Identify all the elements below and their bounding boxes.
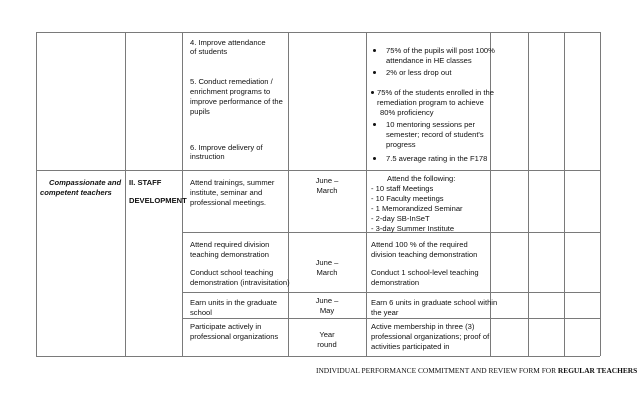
objective-line: pupils: [190, 107, 210, 116]
bullet-icon: [373, 71, 376, 74]
column-border: [564, 32, 565, 356]
indicator-line: progress: [386, 140, 416, 149]
indicator-line: Conduct 1 school-level teaching: [371, 268, 479, 277]
indicator-line: remediation program to achieve: [377, 98, 484, 107]
objective-line: Attend trainings, summer: [190, 178, 275, 187]
objective-line: of students: [190, 47, 228, 56]
timeline-line: round: [317, 340, 337, 349]
indicator-line: activities participated in: [371, 342, 450, 351]
bullet-icon: [371, 91, 374, 94]
column-border: [366, 32, 367, 356]
indicator-line: demonstration: [371, 278, 420, 287]
column-border: [528, 32, 529, 356]
bullet-icon: [373, 49, 376, 52]
objective-line: professional organizations: [190, 332, 279, 341]
objective-line: 4. Improve attendance: [190, 38, 266, 47]
indicator-line: attendance in HE classes: [386, 56, 472, 65]
timeline-line: June –: [315, 258, 339, 267]
indicator-line: 75% of the pupils will post 100%: [386, 46, 495, 55]
column-border: [125, 32, 126, 356]
indicator-line: Attend 100 % of the required: [371, 240, 468, 249]
indicator-line: Earn 6 units in graduate school within: [371, 298, 498, 307]
indicator-line: - 10 staff Meetings: [371, 184, 434, 193]
objective-line: teaching demonstration: [190, 250, 269, 259]
objective-line: school: [190, 308, 212, 317]
bullet-icon: [373, 123, 376, 126]
indicator-line: division teaching demonstration: [371, 250, 478, 259]
objective-line: demonstration (intravisitation): [190, 278, 290, 287]
objective-line: 6. Improve delivery of: [190, 143, 263, 152]
timeline-line: June –: [315, 176, 339, 185]
objective-line: professional meetings.: [190, 198, 266, 207]
objective-line: Attend required division: [190, 240, 270, 249]
indicator-line: 75% of the students enrolled in the: [377, 88, 494, 97]
row-border: [182, 318, 600, 319]
kra-label: Compassionate and: [49, 178, 122, 187]
indicator-line: 10 mentoring sessions per: [386, 120, 476, 129]
timeline-line: May: [319, 306, 335, 315]
objective-line: Participate actively in: [190, 322, 262, 331]
objective-line: improve performance of the: [190, 97, 283, 106]
indicator-line: - 2-day SB-InSeT: [371, 214, 430, 223]
form-footer: [316, 366, 637, 375]
indicator-line: 7.5 average rating in the F178: [386, 154, 488, 163]
objective-line: institute, seminar and: [190, 188, 263, 197]
indicator-line: - 3-day Summer Institute: [371, 224, 455, 233]
row-border: [182, 292, 600, 293]
column-border: [36, 32, 37, 356]
area-label: DEVELOPMENT: [129, 196, 187, 205]
indicator-line: professional organizations; proof of: [371, 332, 490, 341]
timeline-line: June –: [315, 296, 339, 305]
column-border: [182, 32, 183, 356]
kra-label: competent teachers: [40, 188, 112, 197]
footer-title: INDIVIDUAL PERFORMANCE COMMITMENT AND REVIEW FORM FOR: [316, 366, 558, 375]
indicator-line: - 10 Faculty meetings: [371, 194, 444, 203]
indicator-line: 80% proficiency: [380, 108, 434, 117]
indicator-line: Attend the following:: [387, 174, 456, 183]
indicator-line: 2% or less drop out: [386, 68, 452, 77]
objective-line: 5. Conduct remediation /: [190, 77, 273, 86]
timeline-line: March: [316, 268, 338, 277]
objective-line: instruction: [190, 152, 225, 161]
indicator-line: the year: [371, 308, 399, 317]
indicator-line: semester; record of student's: [386, 130, 484, 139]
objective-line: Conduct school teaching: [190, 268, 274, 277]
bullet-icon: [373, 157, 376, 160]
row-border: [36, 356, 600, 357]
objective-line: Earn units in the graduate: [190, 298, 277, 307]
row-border: [36, 32, 600, 33]
row-border: [36, 170, 600, 171]
objective-line: enrichment programs to: [190, 87, 271, 96]
timeline-line: March: [316, 186, 338, 195]
indicator-line: Active membership in three (3): [371, 322, 475, 331]
ipcrf-table: [36, 32, 600, 356]
column-border: [600, 32, 601, 356]
indicator-line: - 1 Memorandized Seminar: [371, 204, 463, 213]
timeline-line: Year: [319, 330, 335, 339]
footer-emphasis: REGULAR TEACHERS: [557, 366, 638, 375]
area-label: II. STAFF: [129, 178, 162, 187]
